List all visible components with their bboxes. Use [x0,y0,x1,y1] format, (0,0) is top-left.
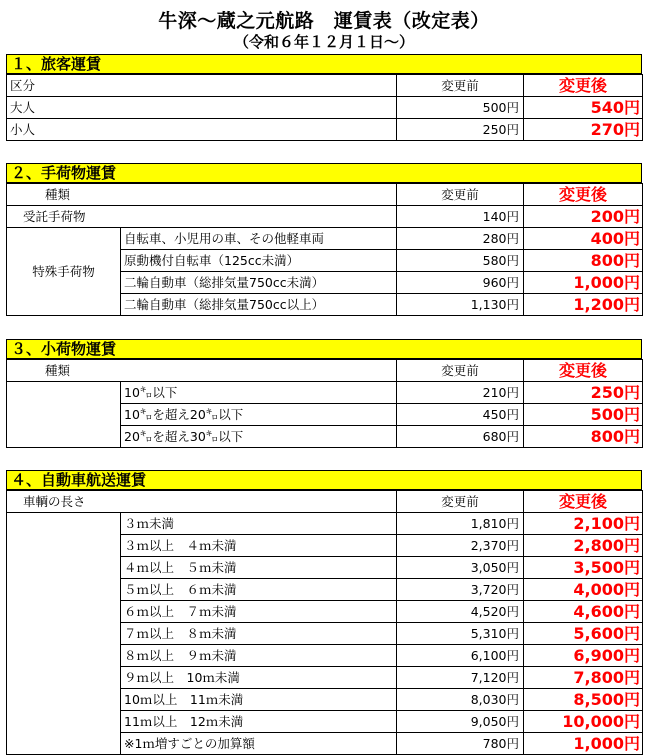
old-fare: 580円 [397,250,524,272]
row-label: ６ｍ以上 ７ｍ未満 [121,601,397,623]
row-label: 二輪自動車（総排気量750cc未満） [121,272,397,294]
old-fare: 9,050円 [397,711,524,733]
new-fare: 500円 [524,404,643,426]
column-label: 区分 [7,75,397,97]
table-header-row [7,360,643,382]
new-fare: 1,200円 [524,294,643,316]
new-fare: 6,900円 [524,645,643,667]
old-fare: 7,120円 [397,667,524,689]
section-passenger-fare [6,54,642,141]
new-fare: 2,800円 [524,535,643,557]
new-fare: 1,000円 [524,272,643,294]
parcel-fare-table [6,359,643,448]
row-label: ※1ｍ増すごとの加算額 [121,733,397,755]
old-fare: 680円 [397,426,524,448]
row-label: 10㌔を超え20㌔以下 [121,404,397,426]
new-fare: 7,800円 [524,667,643,689]
row-label: 10ｍ以上 11ｍ未満 [121,689,397,711]
table-row [7,513,643,535]
new-fare: 3,500円 [524,557,643,579]
new-fare: 800円 [524,426,643,448]
passenger-fare-table [6,74,643,141]
column-old: 変更前 [397,360,524,382]
table-row [7,97,643,119]
group-label: 特殊手荷物 [7,228,121,316]
old-fare: 780円 [397,733,524,755]
row-label: ８ｍ以上 ９ｍ未満 [121,645,397,667]
old-fare: 960円 [397,272,524,294]
blank-cell [7,513,121,755]
table-row [7,382,643,404]
new-fare: 540円 [524,97,643,119]
old-fare: 210円 [397,382,524,404]
column-old: 変更前 [397,75,524,97]
old-fare: 450円 [397,404,524,426]
table-row [7,119,643,141]
row-label: 20㌔を超え30㌔以下 [121,426,397,448]
page-title: 牛深～蔵之元航路 運賃表（改定表） [158,10,490,32]
section-baggage-fare [6,163,642,316]
baggage-fare-table [6,183,643,316]
table-header-row [7,75,643,97]
table-row [7,228,643,250]
row-label: 10㌔以下 [121,382,397,404]
row-label: ３ｍ未満 [121,513,397,535]
section-heading: ３、小荷物運賃 [6,339,642,359]
old-fare: 140円 [397,206,524,228]
new-fare: 4,000円 [524,579,643,601]
column-new: 変更後 [524,360,643,382]
new-fare: 250円 [524,382,643,404]
table-header-row [7,491,643,513]
section-heading: ４、自動車航送運賃 [6,470,642,490]
old-fare: 6,100円 [397,645,524,667]
new-fare: 270円 [524,119,643,141]
row-label: 二輪自動車（総排気量750cc以上） [121,294,397,316]
row-label: 11ｍ以上 12ｍ未満 [121,711,397,733]
section-parcel-fare [6,339,642,448]
old-fare: 4,520円 [397,601,524,623]
new-fare: 10,000円 [524,711,643,733]
column-new: 変更後 [524,491,643,513]
new-fare: 2,100円 [524,513,643,535]
row-label: ５ｍ以上 ６ｍ未満 [121,579,397,601]
row-label: 自転車、小児用の車、その他軽車両 [121,228,397,250]
column-new: 変更後 [524,184,643,206]
column-label: 車輌の長さ [7,491,397,513]
old-fare: 8,030円 [397,689,524,711]
new-fare: 8,500円 [524,689,643,711]
new-fare: 1,000円 [524,733,643,755]
old-fare: 1,810円 [397,513,524,535]
new-fare: 4,600円 [524,601,643,623]
column-label: 種類 [7,184,397,206]
old-fare: 5,310円 [397,623,524,645]
section-vehicle-fare [6,470,642,755]
new-fare: 800円 [524,250,643,272]
blank-cell [7,382,121,448]
column-new: 変更後 [524,75,643,97]
vehicle-fare-table [6,490,643,755]
section-heading: ２、手荷物運賃 [6,163,642,183]
row-label: ７ｍ以上 ８ｍ未満 [121,623,397,645]
row-label: 受託手荷物 [7,206,397,228]
old-fare: 250円 [397,119,524,141]
old-fare: 3,720円 [397,579,524,601]
new-fare: 200円 [524,206,643,228]
new-fare: 400円 [524,228,643,250]
section-heading: １、旅客運賃 [6,54,642,74]
row-label: ４ｍ以上 ５ｍ未満 [121,557,397,579]
row-label: 大人 [7,97,397,119]
column-old: 変更前 [397,491,524,513]
old-fare: 500円 [397,97,524,119]
row-label: ３ｍ以上 ４ｍ未満 [121,535,397,557]
row-label: 小人 [7,119,397,141]
old-fare: 1,130円 [397,294,524,316]
row-label: 原動機付自転車（125cc未満） [121,250,397,272]
old-fare: 3,050円 [397,557,524,579]
new-fare: 5,600円 [524,623,643,645]
page-subtitle: （令和６年１２月１日～） [233,33,414,51]
column-label: 種類 [7,360,397,382]
old-fare: 2,370円 [397,535,524,557]
old-fare: 280円 [397,228,524,250]
table-header-row [7,184,643,206]
column-old: 変更前 [397,184,524,206]
table-row [7,206,643,228]
row-label: ９ｍ以上 10ｍ未満 [121,667,397,689]
